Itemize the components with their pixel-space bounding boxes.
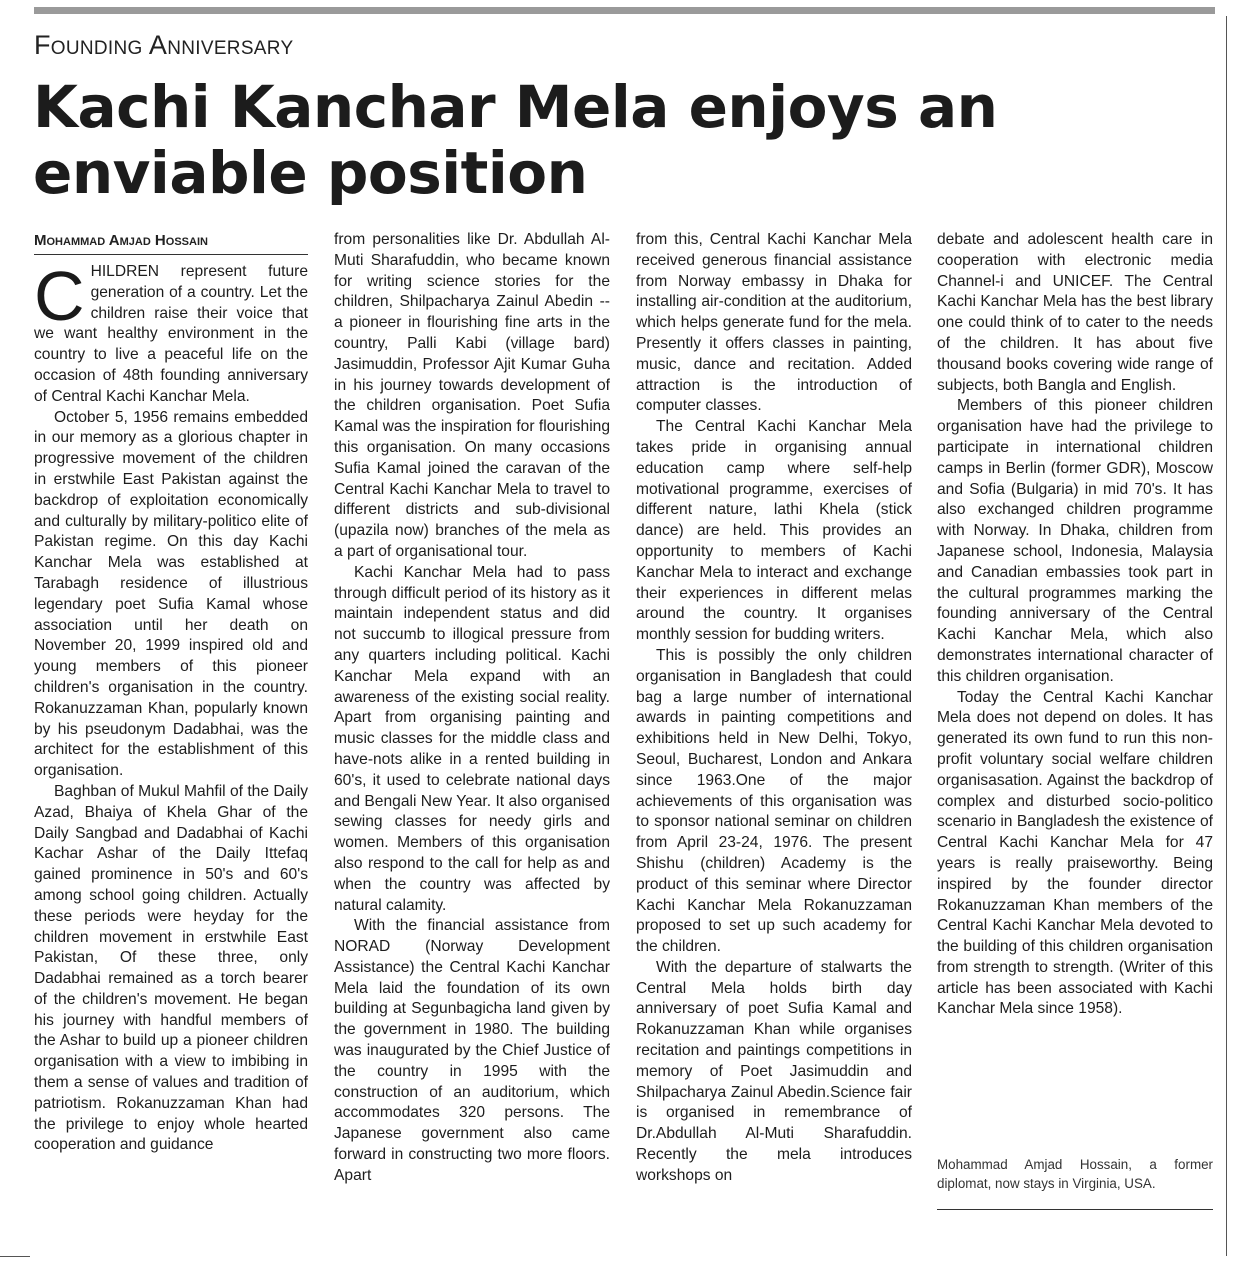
paragraph-3-cont: from personalities like Dr. Abdullah Al-Muti Sharafuddin, who became known for writing science stories for the children, Shilpacharya Zainul Abedin -- a pioneer in flourishing fine arts in the country, Palli Kabi (village bard) Jasimuddin, Professor Ajit Kumar Guha in his journey towards development of the children organisation. Poet Sufia Kamal was the inspiration for flourishing this organisation. On many occasions Sufia Kamal joined the caravan of the Central Kachi Kanchar Mela to travel to different districts and sub-divisional (upazila now) branches of the mela as a part of organisational tour. (334, 231, 610, 560)
byline-rule (34, 254, 308, 255)
column-rule-right (1226, 16, 1227, 1256)
paragraph-4: Kachi Kanchar Mela had to pass through difficult period of its history as it maintain independent status and did not succumb to illogical pressure from any quarters including political. Kachi Kanchar Mela expand with an awareness of the existing social reality. Apart from organising painting and music classes for the middle class and have-nots alike in a rented building in 60's, it used to celebrate national days and Bengali New Year. It also organised sewing classes for needy girls and women. Members of this organisation also respond to the call for help as and when the country was affected by natural calamity. (334, 563, 610, 914)
paragraph-3: Baghban of Mukul Mahfil of the Daily Azad, Bhaiya of Khela Ghar of the Daily Sangbad and Dadabhai of Kachi Kachar Ashar of the Daily Ittefaq gained prominence in 50's and 60's among school going children. Actually these periods were heyday for the children movement in erstwhile East Pakistan, Of these three, only Dadabhai remained as a torch bearer of the children's movement. He began his journey with handful members of the Ashar to build up a pioneer children organisation with a view to imbibing in them a sense of values and tradition of patriotism. Rokanuzzaman Khan had the privilege to enjoy whole hearted cooperation and guidance (34, 782, 308, 1154)
paragraph-9: Members of this pioneer children organisation have had the privilege to participate in international children camps in Berlin (former GDR), Moscow and Sofia (Bulgaria) in mid 70's. It has also exchanged children programme with Norway. In Dhaka, children from Japanese school, Indonesia, Malaysia and Canadian embassies took part in the cultural programmes marking the founding anniversary of the Central Kachi Kanchar Mela, which also demonstrates international character of this children organisation. (937, 397, 1213, 685)
paragraph-1-text: HILDREN represent future generation of a country. Let the children raise their voice that we want healthy environment in the country to live a peaceful life on the occasion of 48th founding anniversary of Central Kachi Kanchar Mela. (34, 263, 308, 405)
paragraph-5: With the financial assistance from NORAD (Norway Development Assistance) the Central Kachi Kanchar Mela laid the foundation of its own building at Segunbagicha land given by the government in 1980. The building was inaugurated by the Chief Justice of the country in 1995 with the construction of an auditorium, which accommodates 320 persons. The Japanese government also came forward in constructing two more floors. Apart (334, 917, 610, 1184)
column-2 (334, 230, 610, 1250)
paragraph-8: With the departure of stalwarts the Central Mela holds birth day anniversary of poet Sufia Kamal and Rokanuzzaman Khan while organises recitation and paintings competitions in memory of Poet Jasimuddin and Shilpacharya Zainul Abedin.Science fair is organised in remembrance of Dr.Abdullah Al-Muti Sharafuddin. Recently the mela introduces workshops on (636, 958, 912, 1184)
headline: Kachi Kanchar Mela enjoys an enviable position (33, 73, 998, 207)
paragraph-5-cont: from this, Central Kachi Kanchar Mela received generous financial assistance from Norway embassy in Dhaka for installing air-condition at the auditorium, which helps generate fund for the mela. Presently it offers classes in painting, music, dance and recitation. Added attraction is the introduction of computer classes. (636, 231, 912, 415)
column-4 (937, 230, 1213, 1150)
drop-cap: C (34, 262, 85, 335)
column-3 (636, 230, 912, 1250)
top-rule (34, 7, 1215, 14)
paragraph-8-cont: debate and adolescent health care in cooperation with electronic media Channel-i and UNICEF. The Central Kachi Kanchar Mela has the best library one could think of to cater to the needs of the children. It has about five thousand books covering wide range of subjects, both Bangla and English. (937, 231, 1213, 394)
bottom-rule-left (0, 1256, 30, 1257)
paragraph-1 (34, 262, 308, 408)
paragraph-10: Today the Central Kachi Kanchar Mela does not depend on doles. It has generated its own fund to run this non-profit voluntary social welfare children organisasation. Against the backdrop of complex and disturbed socio-politico scenario in Bangladesh the existence of Central Kachi Kanchar Mela for 47 years is really praiseworthy. Being inspired by the founder director Rokanuzzaman Khan members of the Central Kachi Kanchar Mela devoted to the building of this children organisation from strength to strength. (Writer of this article has been associated with Kachi Kanchar Mela since 1958). (937, 688, 1213, 1018)
paragraph-6: The Central Kachi Kanchar Mela takes pride in organising annual education camp where self-help motivational programme, exercises of different nature, lathi Khela (stick dance) are held. This provides an opportunity to members of Kachi Kanchar Mela to interact and exchange their experiences in different melas around the country. It organises monthly session for budding writers. (636, 418, 912, 644)
credit-rule (937, 1209, 1213, 1210)
column-1 (34, 262, 308, 1260)
author-credit: Mohammad Amjad Hossain, a former diplomat, now stays in Virginia, USA. (937, 1157, 1213, 1191)
paragraph-2: October 5, 1956 remains embedded in our memory as a glorious chapter in progressive movement of the children in erstwhile East Pakistan against the backdrop of exploitation economically and culturally by military-politico elite of Pakistan regime. On this day Kachi Kanchar Mela was established at Tarabagh residence of illustrious legendary poet Sufia Kamal whose association until her death on November 20, 1999 inspired old and young members of this pioneer children's organisation in the country. Rokanuzzaman Khan, popularly known by his pseudonym Dadabhai, was the architect for the establishment of this organisation. (34, 408, 308, 780)
paragraph-7: This is possibly the only children organisation in Bangladesh that could bag a large number of international awards in painting competitions and exhibitions held in New Delhi, Tokyo, Seoul, Bucharest, London and Ankara since 1963.One of the major achievements of this organisation was to sponsor national seminar on children from April 23-24, 1976. The present Shishu (children) Academy is the product of this seminar where Director Kachi Kanchar Mela Rokanuzzaman proposed to set up such academy for the children. (636, 646, 912, 956)
section-kicker: Founding Anniversary (34, 30, 294, 60)
byline: Mohammad Amjad Hossain (34, 232, 208, 249)
